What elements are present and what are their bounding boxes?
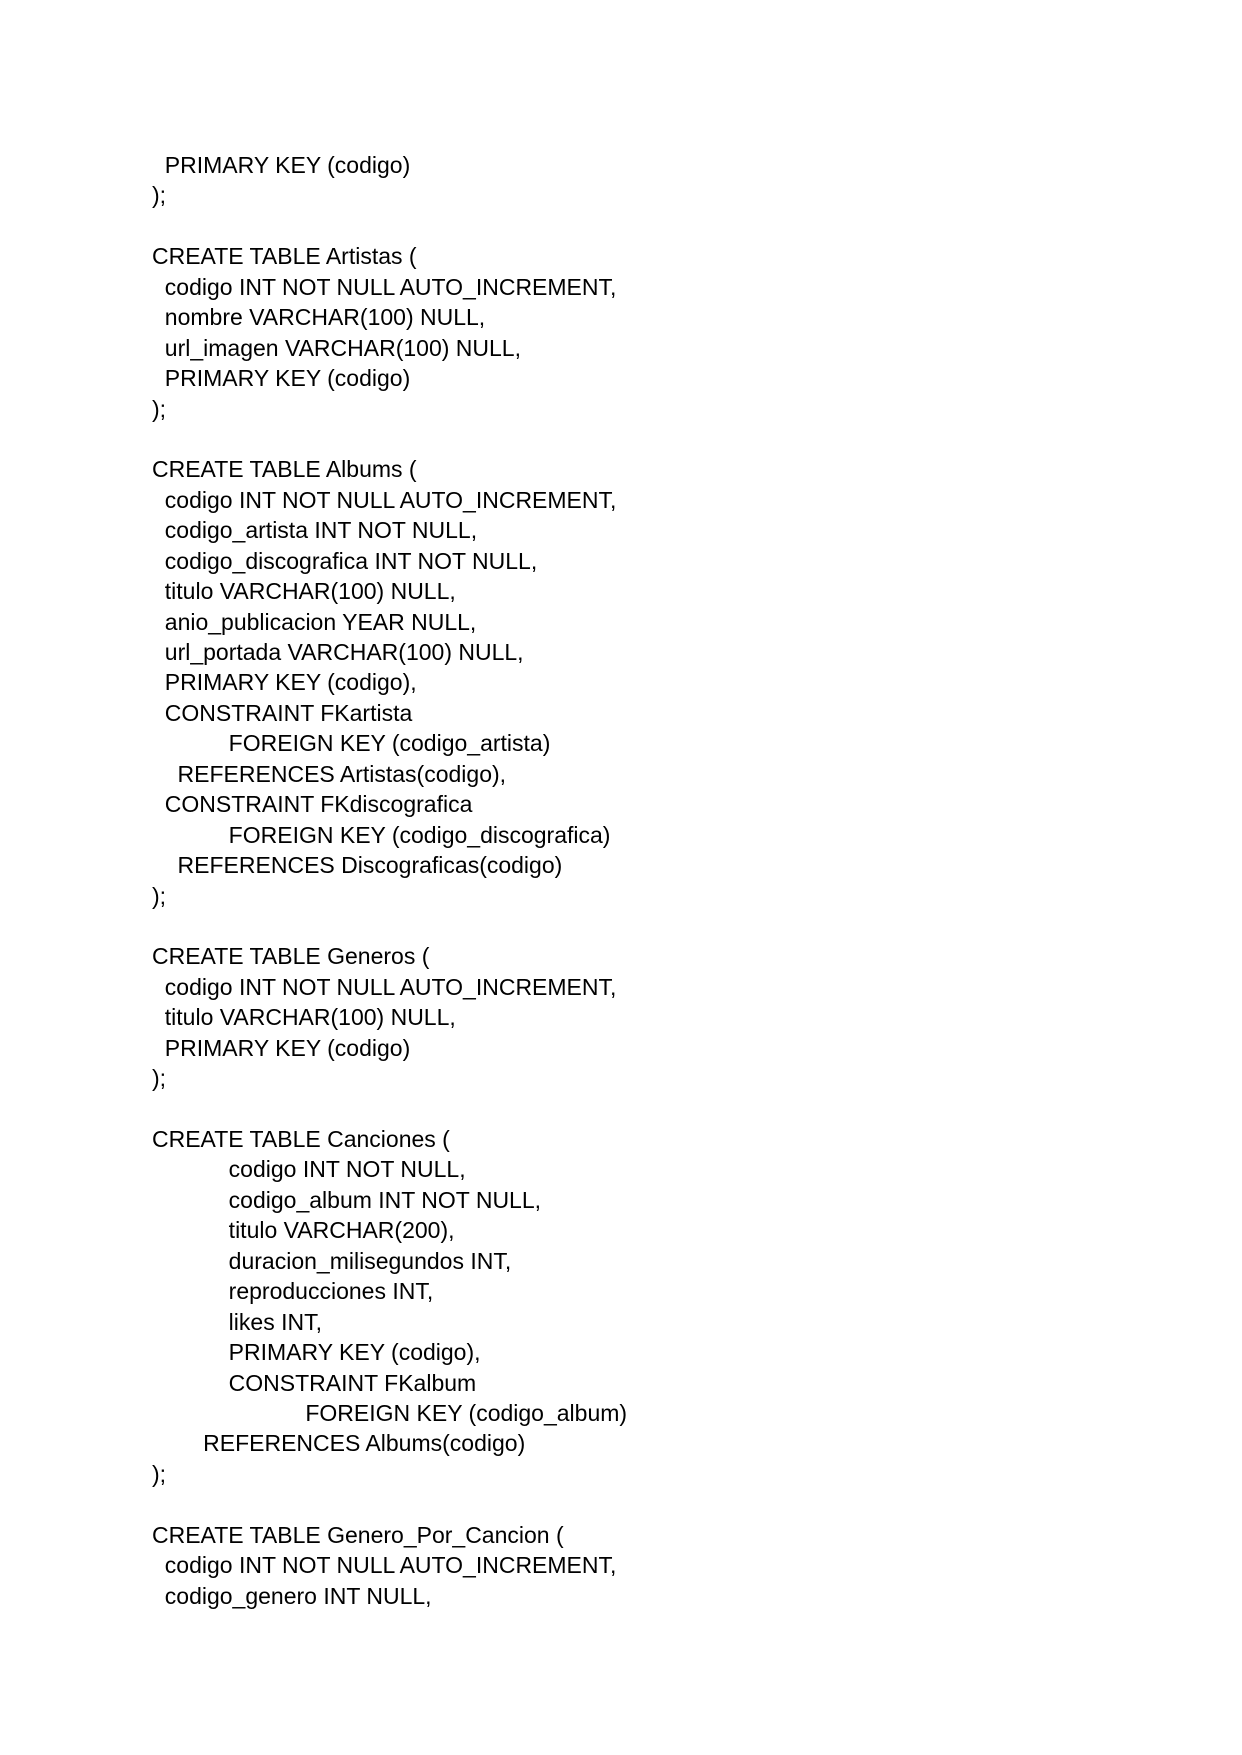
code-line: CONSTRAINT FKdiscografica xyxy=(152,791,473,818)
code-line: ); xyxy=(152,1065,167,1092)
code-line: CREATE TABLE Generos ( xyxy=(152,943,430,970)
code-line xyxy=(152,424,627,454)
code-line: titulo VARCHAR(100) NULL, xyxy=(152,578,456,605)
code-line: ); xyxy=(152,882,167,909)
code-line: codigo_genero INT NULL, xyxy=(152,1582,432,1609)
code-line: ); xyxy=(152,1460,167,1487)
code-line: codigo INT NOT NULL AUTO_INCREMENT, xyxy=(152,973,617,1000)
code-line: FOREIGN KEY (codigo_album) xyxy=(152,1399,628,1426)
code-line: reproducciones INT, xyxy=(152,1278,434,1305)
code-line: codigo INT NOT NULL, xyxy=(152,1156,466,1183)
code-line: CREATE TABLE Artistas ( xyxy=(152,243,417,270)
code-line: ); xyxy=(152,395,167,422)
code-line: codigo INT NOT NULL AUTO_INCREMENT, xyxy=(152,1552,617,1579)
code-line: FOREIGN KEY (codigo_discografica) xyxy=(152,821,611,848)
code-line: REFERENCES Albums(codigo) xyxy=(152,1430,526,1457)
code-line: PRIMARY KEY (codigo), xyxy=(152,1339,481,1366)
code-line: titulo VARCHAR(100) NULL, xyxy=(152,1004,456,1031)
code-line: likes INT, xyxy=(152,1308,322,1335)
code-line: PRIMARY KEY (codigo), xyxy=(152,669,417,696)
code-line: codigo INT NOT NULL AUTO_INCREMENT, xyxy=(152,273,617,300)
code-line xyxy=(152,1489,627,1519)
code-line: PRIMARY KEY (codigo) xyxy=(152,152,411,178)
code-line: nombre VARCHAR(100) NULL, xyxy=(152,304,486,331)
code-line xyxy=(152,1094,627,1124)
code-line: titulo VARCHAR(200), xyxy=(152,1217,455,1244)
code-line: url_imagen VARCHAR(100) NULL, xyxy=(152,334,521,361)
code-line: CREATE TABLE Genero_Por_Cancion ( xyxy=(152,1521,564,1548)
code-line: REFERENCES Discograficas(codigo) xyxy=(152,852,563,879)
code-line: ); xyxy=(152,182,167,209)
code-line: CREATE TABLE Albums ( xyxy=(152,456,417,483)
code-line: url_portada VARCHAR(100) NULL, xyxy=(152,639,524,665)
code-line: FOREIGN KEY (codigo_artista) xyxy=(152,730,551,757)
code-line xyxy=(152,211,627,241)
code-line: CREATE TABLE Canciones ( xyxy=(152,1126,450,1152)
code-line: codigo_artista INT NOT NULL, xyxy=(152,517,478,544)
code-line: REFERENCES Artistas(codigo), xyxy=(152,760,507,787)
code-line: PRIMARY KEY (codigo) xyxy=(152,365,411,392)
sql-code-block xyxy=(152,150,627,1611)
code-line: CONSTRAINT FKartista xyxy=(152,699,413,726)
code-line: duracion_milisegundos INT, xyxy=(152,1247,512,1274)
code-line: PRIMARY KEY (codigo) xyxy=(152,1034,411,1061)
code-line: codigo_album INT NOT NULL, xyxy=(152,1186,542,1213)
code-line: codigo INT NOT NULL AUTO_INCREMENT, xyxy=(152,486,617,513)
code-line: anio_publicacion YEAR NULL, xyxy=(152,608,477,635)
code-line: CONSTRAINT FKalbum xyxy=(152,1369,477,1396)
code-line xyxy=(152,911,627,941)
code-line: codigo_discografica INT NOT NULL, xyxy=(152,547,538,574)
